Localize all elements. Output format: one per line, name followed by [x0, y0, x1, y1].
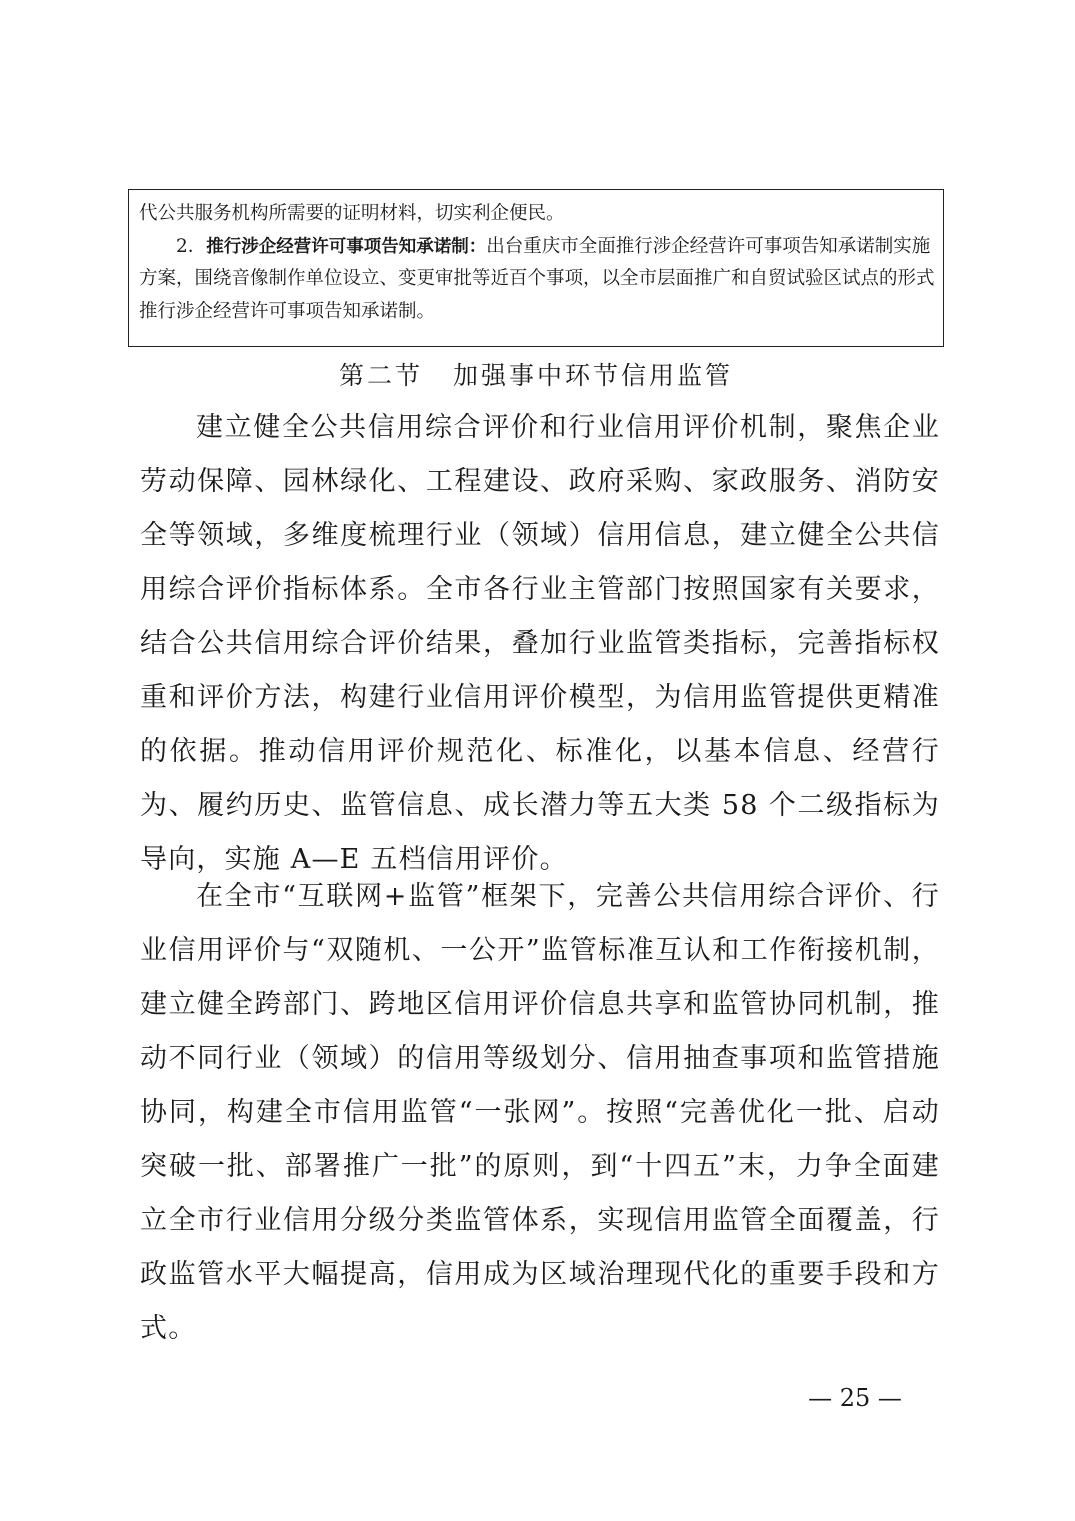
note-item-2-label: 推行涉企经营许可事项告知承诺制： — [206, 236, 487, 257]
section-title — [128, 354, 944, 398]
section-number: 第二节 — [338, 361, 423, 390]
paragraph-text: 建立健全公共信用综合评价和行业信用评价机制，聚焦企业劳动保障、园林绿化、工程建设、政府采购、家政服务、消防安全等领域，多维度梳理行业（领域）信用信息，建立健全公共信用综合评价指标体系。全市各行业主管部门按照国家有关要求，结合公共信用综合评价结果，叠加行业监管类指标，完善指标权重和评价方法，构建行业信用评价模型，为信用监管提供更精准的依据。推动信用评价规范化、标准化，以基本信息、经营行为、履约历史、监管信息、成长潜力等五大类 58 个二级指标为导向，实施 A—E 五档信用评价。 — [140, 412, 940, 875]
section-heading: 加强事中环节信用监管 — [453, 361, 734, 390]
note-item-2 — [139, 231, 935, 329]
body-paragraph-2 — [140, 870, 940, 1356]
note-item-2-text: 出台重庆市全面推行涉企经营许可事项告知承诺制实施方案，围绕音像制作单位设立、变更审批等近百个事项，以全市层面推广和自贸试验区试点的形式推行涉企经营许可事项告知承诺制。 — [139, 235, 935, 322]
body-paragraph-1 — [140, 401, 940, 887]
paragraph-text: 在全市“互联网+监管”框架下，完善公共信用综合评价、行业信用评价与“双随机、一公开”监管标准互认和工作衔接机制，建立健全跨部门、跨地区信用评价信息共享和监管协同机制，推动不同行业（领域）的信用等级划分、信用抽查事项和监管措施协同，构建全市信用监管“一张网”。按照“完善优化一批、启动突破一批、部署推广一批”的原则，到“十四五”末，力争全面建立全市行业信用分级分类监管体系，实现信用监管全面覆盖，行政监管水平大幅提高，信用成为区域治理现代化的重要手段和方式。 — [140, 881, 940, 1344]
note-item-2-number: 2． — [176, 235, 207, 257]
page-number: — 25 — — [808, 1384, 902, 1412]
note-line-1: 代公共服务机构所需要的证明材料，切实利企便民。 — [139, 203, 565, 224]
boxed-note — [128, 189, 944, 347]
